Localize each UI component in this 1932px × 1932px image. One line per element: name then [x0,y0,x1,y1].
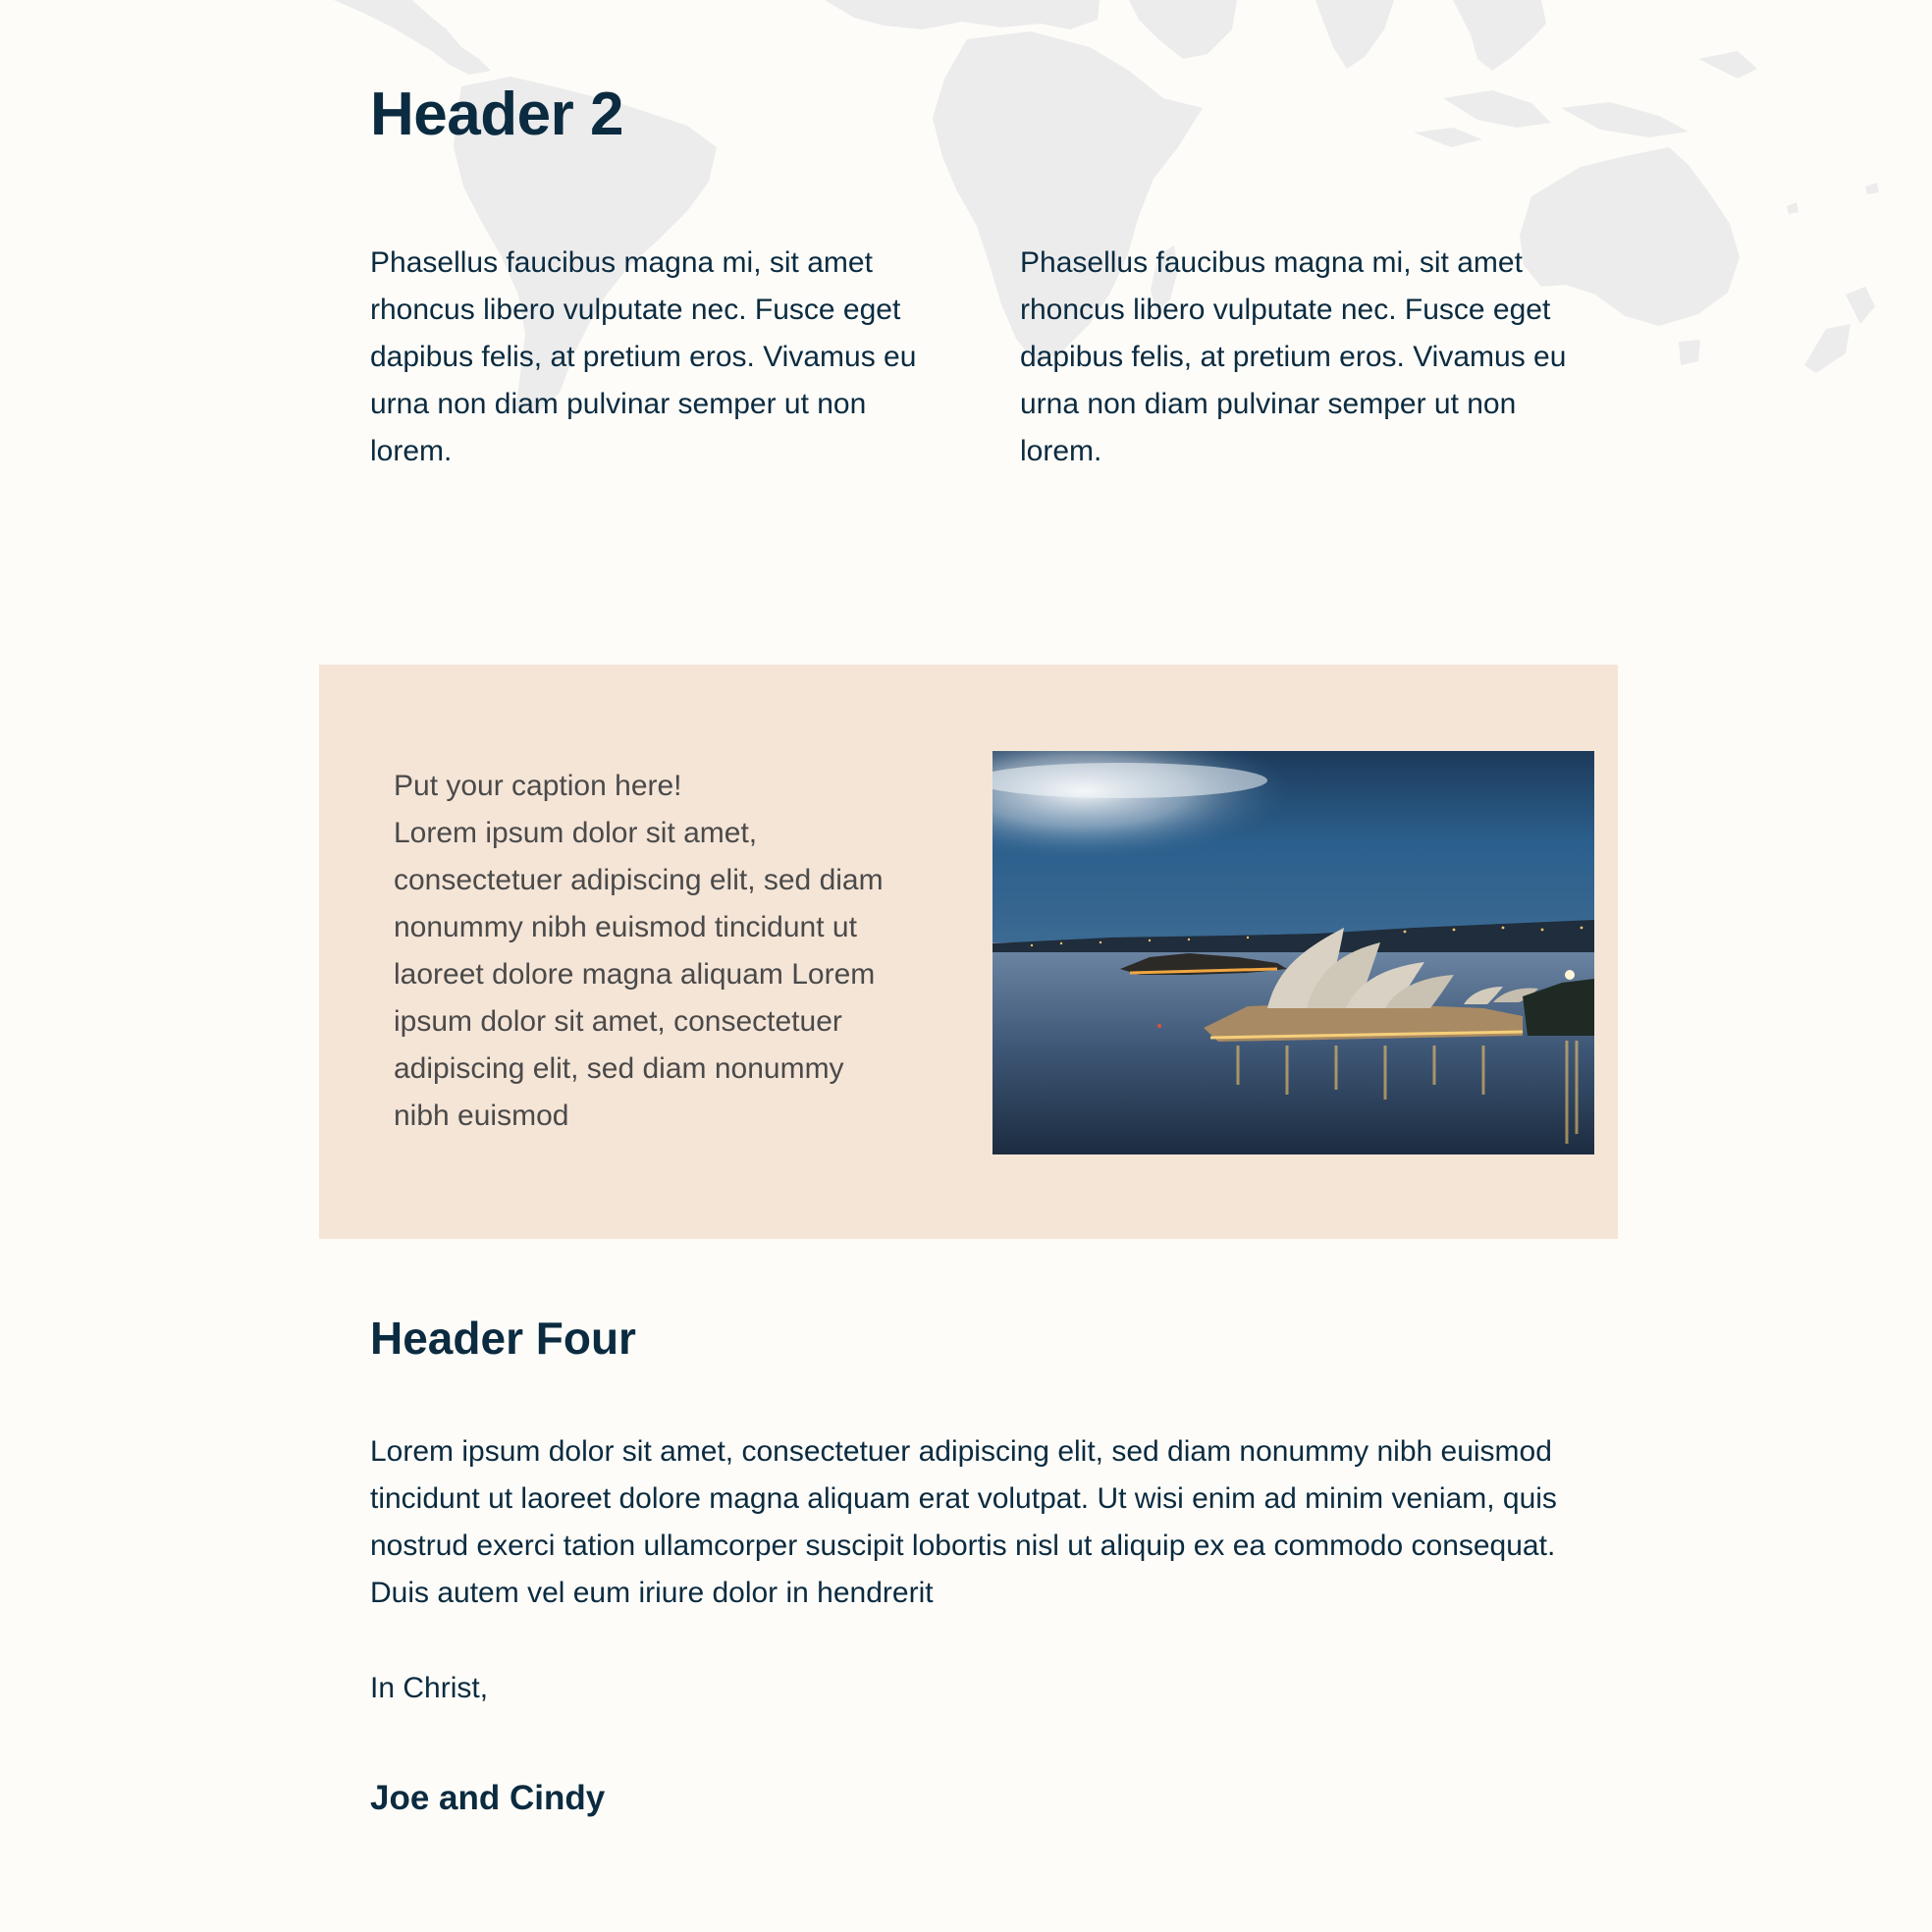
closing-line: In Christ, [370,1672,489,1704]
signature: Joe and Cindy [370,1779,606,1817]
world-map-background [0,0,1932,412]
caption-body: Lorem ipsum dolor sit amet, consectetuer adipiscing elit, sed diam nonummy nibh euismod tincidunt ut laoreet dolore magna aliquam Lorem ipsum dolor sit amet, consectetuer adipiscing elit, sed diam nonummy nibh euismod [394,817,884,1132]
column-right-text: Phasellus faucibus magna mi, sit amet rhoncus libero vulputate nec. Fusce eget dapibus felis, at pretium eros. Vivamus eu urna non diam pulvinar semper ut non lorem. [1020,246,1567,467]
feature-box [319,665,1618,1239]
header-2: Header 2 [370,80,623,148]
header-4: Header Four [370,1313,636,1364]
column-left-text: Phasellus faucibus magna mi, sit amet rhoncus libero vulputate nec. Fusce eget dapibus felis, at pretium eros. Vivamus eu urna non diam pulvinar semper ut non lorem. [370,246,917,467]
body-paragraph: Lorem ipsum dolor sit amet, consectetuer adipiscing elit, sed diam nonummy nibh euismod tincidunt ut laoreet dolore magna aliquam erat volutpat. Ut wisi enim ad minim veniam, quis nostrud exerci tation ullamcorper suscipit lobortis nisl ut aliquip ex ea commodo consequat. Duis autem vel eum iriure dolor in hendrerit [370,1435,1557,1609]
caption-title: Put your caption here! [394,770,682,802]
sydney-opera-house-photo [993,751,1594,1154]
